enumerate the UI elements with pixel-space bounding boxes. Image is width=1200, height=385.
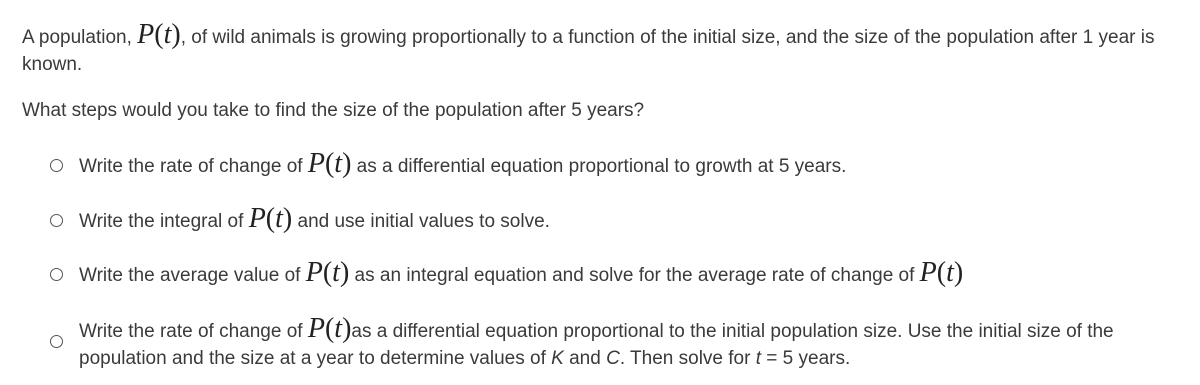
option-3-text	[79, 259, 963, 289]
option-text-pre: Write the rate of change of	[79, 321, 308, 342]
option-3[interactable]	[50, 259, 963, 289]
option-text-end: = 5 years.	[761, 348, 851, 369]
option-1-text	[79, 150, 846, 180]
option-text-pre: Write the rate of change of	[79, 156, 308, 177]
option-1[interactable]	[50, 150, 846, 180]
math-p-of-t: P(t)	[307, 313, 352, 344]
radio-button[interactable]	[50, 268, 63, 281]
option-text-mid: as an integral equation and solve for the average rate of change of	[349, 265, 920, 286]
math-p-of-t: P(t)	[137, 19, 181, 50]
option-text-pre: Write the integral of	[79, 211, 249, 232]
variable-k: K	[551, 348, 564, 369]
math-p-of-t: P(t)	[307, 148, 352, 179]
variable-t: t	[755, 348, 761, 369]
option-text-post: as a differential equation proportional to growth at 5 years.	[351, 156, 847, 177]
option-text-post: as a differential equation proportional to the initial population size. Use the initial size of the population and the size at a year to determine values of	[79, 321, 1114, 369]
radio-button[interactable]	[50, 159, 63, 172]
math-p-of-t: P(t)	[919, 257, 964, 288]
radio-button[interactable]	[50, 214, 63, 227]
option-2-text	[79, 205, 550, 235]
option-text-post: and use initial values to solve.	[292, 211, 550, 232]
math-p-of-t: P(t)	[305, 257, 350, 288]
option-text-and: and	[563, 348, 607, 369]
option-text-pre: Write the average value of	[79, 265, 306, 286]
variable-c: C	[606, 348, 620, 369]
option-text-post2: . Then solve for	[619, 348, 756, 369]
radio-button[interactable]	[50, 335, 63, 348]
question-part1: A population,	[22, 27, 138, 48]
math-p-of-t: P(t)	[248, 203, 293, 234]
question-part2: , of wild animals is growing proportionally to a function of the initial size, and the size of the population after 1 year is known.	[22, 27, 1155, 75]
option-2[interactable]	[50, 205, 550, 235]
option-4-text	[79, 315, 1169, 372]
question-text	[22, 21, 1187, 78]
question-prompt: What steps would you take to find the size of the population after 5 years?	[22, 100, 645, 121]
